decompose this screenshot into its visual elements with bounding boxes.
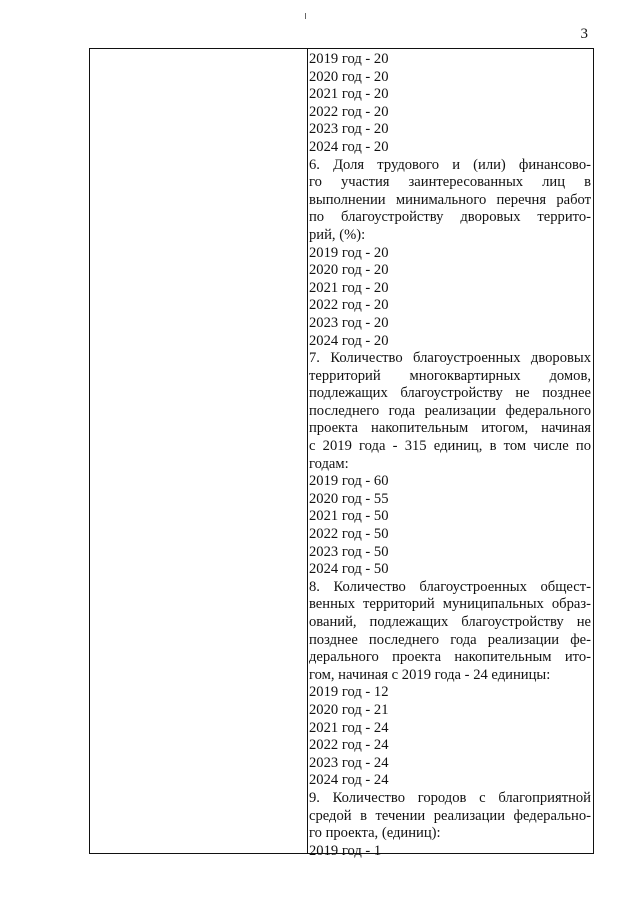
indicator-text-line: гом, начиная с 2019 года - 24 единицы: xyxy=(309,666,551,683)
indicator-text-line: территорий многоквартирных домов, xyxy=(309,367,591,384)
indicator-text-line: подлежащих благоустройству не позднее xyxy=(309,385,591,402)
year-value-line: 2023 год - 20 xyxy=(309,314,389,331)
year-value-line: 2023 год - 24 xyxy=(309,754,389,771)
year-value-line: 2024 год - 24 xyxy=(309,772,389,789)
year-value-line: 2020 год - 21 xyxy=(309,701,389,718)
indicator-text-line: годам: xyxy=(309,455,349,472)
indicator-text-line: позднее последнего года реализации фе- xyxy=(309,631,591,648)
year-value-line: 2019 год - 12 xyxy=(309,684,389,701)
year-value-line: 2019 год - 60 xyxy=(309,473,389,490)
indicator-text-line: го проекта, (единиц): xyxy=(309,825,441,842)
year-value-line: 2021 год - 24 xyxy=(309,719,389,736)
program-table xyxy=(89,48,594,859)
year-value-line: 2019 год - 20 xyxy=(309,51,389,67)
indicator-text-line: го участия заинтересованных лиц в xyxy=(309,174,591,191)
year-value-line: 2023 год - 20 xyxy=(309,121,389,138)
year-value-line: 2021 год - 50 xyxy=(309,508,389,525)
indicator-text-line: выполнении минимального перечня работ xyxy=(309,191,591,208)
year-value-line: 2022 год - 50 xyxy=(309,526,389,543)
year-value-line: 2021 год - 20 xyxy=(309,86,389,103)
year-value-line: 2022 год - 24 xyxy=(309,737,389,754)
scan-mark xyxy=(305,13,306,19)
year-value-line: 2020 год - 20 xyxy=(309,68,389,85)
indicator-text-line: средой в течении реализации федерально- xyxy=(309,807,591,824)
indicator-text-line: 7. Количество благоустроенных дворовых xyxy=(309,350,591,367)
year-value-line: 2022 год - 20 xyxy=(309,297,389,314)
indicator-text-line: дерального проекта накопительным ито- xyxy=(309,649,591,666)
year-value-line: 2024 год - 50 xyxy=(309,561,389,578)
year-value-line: 2022 год - 20 xyxy=(309,103,389,120)
indicator-text-line: проекта накопительным итогом, начиная xyxy=(309,420,591,437)
indicator-text-line: по благоустройству дворовых террито- xyxy=(309,209,591,226)
indicator-text-line: 9. Количество городов с благоприятной xyxy=(309,789,591,806)
year-value-line: 2020 год - 20 xyxy=(309,262,389,279)
year-value-line: 2024 год - 20 xyxy=(309,138,389,155)
year-value-line: 2019 год - 1 xyxy=(309,842,382,859)
year-value-line: 2024 год - 20 xyxy=(309,332,389,349)
left-column-empty-cell xyxy=(90,49,307,853)
indicator-text-line: последнего года реализации федерального xyxy=(309,402,591,419)
indicator-text-line: рий, (%): xyxy=(309,226,366,243)
right-column-cell xyxy=(309,51,591,859)
indicator-text-line: венных территорий муниципальных образ- xyxy=(309,596,591,613)
year-value-line: 2019 год - 20 xyxy=(309,244,389,261)
column-divider xyxy=(307,48,308,854)
indicator-text-line: с 2019 года - 315 единиц, в том числе по xyxy=(309,438,591,455)
page-number: 3 xyxy=(580,26,588,42)
year-value-line: 2020 год - 55 xyxy=(309,490,389,507)
indicator-text-line: ований, подлежащих благоустройству не xyxy=(309,614,591,630)
indicator-text-line: 8. Количество благоустроенных общест- xyxy=(309,578,591,595)
year-value-line: 2021 год - 20 xyxy=(309,279,389,296)
indicator-text-line: 6. Доля трудового и (или) финансово- xyxy=(309,156,591,173)
year-value-line: 2023 год - 50 xyxy=(309,543,389,560)
